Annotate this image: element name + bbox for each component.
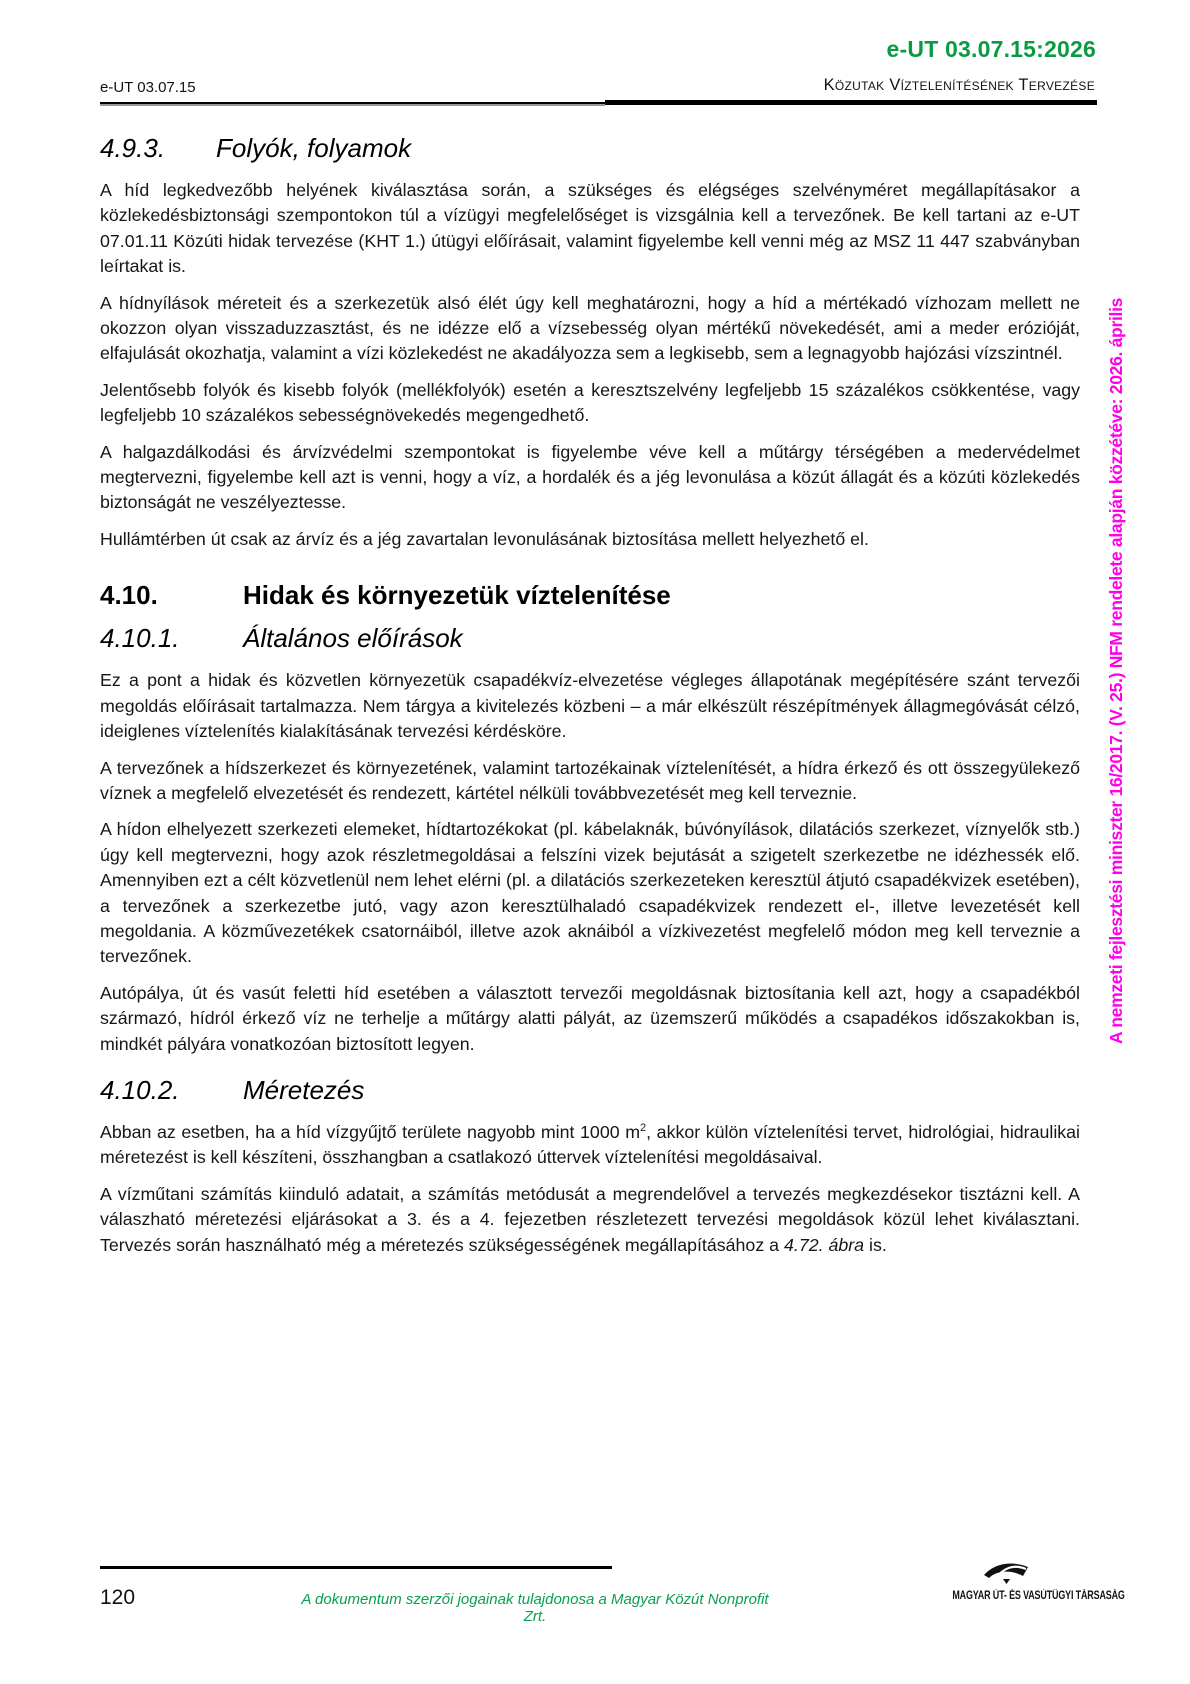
association-name: MAGYAR ÚT- ÉS VASÚTÜGYI TÁRSASÁG <box>952 1590 1125 1602</box>
paragraph: A hídon elhelyezett szerkezeti elemeket, hídtartozékokat (pl. kábelaknák, búvónyílások, dilatációs szerkezet, víznyelők stb.) úgy kell megtervezni, hogy azok részletmegoldásai a felszíni vizek bejutását a szigetelt szerkezetbe ne idézhessék elő. Amennyiben ezt a célt közvetlenül nem lehet elérni (pl. a dilatációs szerkezeteken keresztül átjutó csapadékvizek esetében), a tervezőnek a szerkezetbe jutó, vagy azon keresztülhaladó csapadékvizek rendezett el-, illetve levezetését kell megoldania. A közművezetékek csatornáiból, illetve azok aknáiból a vízkivezetést megfelelő módon meg kell terveznie a tervezőnek. <box>100 819 1080 967</box>
section-heading-4-10-2 <box>100 1075 1080 1106</box>
paragraph-text: Abban az esetben, ha a híd vízgyűjtő területe nagyobb mint 1000 m <box>100 1121 641 1142</box>
header-doc-title: Közutak Víztelenítésének Tervezése <box>823 76 1095 94</box>
paragraph <box>100 1182 1080 1258</box>
section-heading-4-10 <box>100 580 1080 611</box>
section-number: 4.10. <box>100 580 158 611</box>
section-title: Méretezés <box>243 1074 365 1105</box>
section-heading-4-9-3 <box>100 133 1080 164</box>
section-title: Hidak és környezetük víztelenítése <box>243 580 671 611</box>
document-body <box>100 127 1080 1269</box>
copyright-notice: A dokumentum szerzői jogainak tulajdonosa a Magyar Közút Nonprofit Zrt. <box>301 1591 769 1625</box>
paragraph: Autópálya, út és vasút feletti híd esetében a választott tervezői megoldásnak biztosítania kell azt, hogy a csapadékból származó, hídról érkező víz ne terhelje a műtárgy alatti pályát, az üzemszerű működés a csapadékos időszakokban is, mindkét pályára vonatkozóan biztosított legyen. <box>100 982 1080 1054</box>
section-title: Általános előírások <box>243 623 463 654</box>
doc-code-year-title: e-UT 03.07.15:2026 <box>886 36 1096 62</box>
header-rule-right <box>605 100 1097 105</box>
section-heading-4-10-1 <box>100 623 1080 654</box>
footer-rule <box>100 1566 612 1569</box>
paragraph: A híd legkedvezőbb helyének kiválasztása során, a szükséges és elégséges szelvényméret megállapításakor a közlekedésbiztonsági szempontokon túl a vízügyi megfelelőséget is vizsgálnia kell a tervezőnek. Be kell tartani az e-UT 07.01.11 Közúti hidak tervezése (KHT 1.) útügyi előírásait, valamint figyelembe kell venni még az MSZ 11 447 szabványban leírtakat is. <box>100 180 1080 277</box>
side-note-vertical: A nemzeti fejlesztési miniszter 16/2017. (V. 25.) NFM rendelete alapján közzétéve: 2026. április <box>1106 297 1126 1044</box>
association-logo <box>928 1562 1125 1604</box>
section-number: 4.10.2. <box>100 1074 180 1105</box>
figure-reference: 4.72. ábra <box>783 1234 865 1255</box>
paragraph: Hullámtérben út csak az árvíz és a jég zavartalan levonulásának biztosítása mellett helyezhető el. <box>100 528 869 549</box>
paragraph: A tervezőnek a hídszerkezet és környezetének, valamint tartozékainak víztelenítését, a hídra érkező és ott összegyülekező víznek a megfelelő elvezetését és rendezett, kártétel nélküli továbbvezetését meg kell terveznie. <box>100 757 1080 803</box>
section-title: Folyók, folyamok <box>216 133 412 163</box>
header-rule-left <box>100 102 605 106</box>
paragraph-text: A vízműtani számítás kiinduló adatait, a számítás metódusát a megrendelővel a tervezés megkezdésekor tisztázni kell. A válaszható méretezési eljárásokat a 3. és a 4. fejezetben részletezett tervezési megoldások közül lehet kiválasztani. Tervezés során használható még a méretezés szükségességének megállapításához a <box>100 1183 1080 1255</box>
paragraph-text: , akkor külön víztelenítési tervet, hidrológiai, hidraulikai méretezést is kell készíteni, összhangban a csatlakozó úttervek víztelenítési megoldásaival. <box>100 1121 1080 1168</box>
header-doc-code: e-UT 03.07.15 <box>100 79 196 96</box>
superscript-2: 2 <box>640 1122 647 1135</box>
section-number: 4.9.3. <box>100 133 166 163</box>
paragraph: A hídnyílások méreteit és a szerkezetük alsó élét úgy kell meghatározni, hogy a híd a mértékadó vízhozam mellett ne okozzon olyan visszaduzzasztást, és ne idézze elő a vízsebesség olyan mértékű növekedését, ami a meder erózióját, elfajulását okozhatja, valamint a vízi közlekedést ne akadályozza sem a legkisebb, sem a legnagyobb hajózási vízszintnél. <box>100 292 1080 364</box>
road-swoosh-icon <box>982 1562 1030 1585</box>
paragraph <box>100 1120 1080 1171</box>
paragraph-text: is. <box>864 1234 887 1255</box>
paragraph: Jelentősebb folyók és kisebb folyók (mellékfolyók) esetén a keresztszelvény legfeljebb 15 százalékos csökkentése, vagy legfeljebb 10 százalékos sebességnövekedés megengedhető. <box>100 379 1080 426</box>
section-number: 4.10.1. <box>100 623 180 654</box>
paragraph: Ez a pont a hidak és közvetlen környezetük csapadékvíz-elvezetése végleges állapotának megépítésére szánt tervezői megoldás előírásait tartalmazza. Nem tárgya a kivitelezés közbeni – a már elkészült részépítmények állagmegóvását célzó, ideiglenes víztelenítés kialakításának tervezési kérdésköre. <box>100 670 1080 742</box>
page-number: 120 <box>100 1586 136 1609</box>
paragraph: A halgazdálkodási és árvízvédelmi szempontokat is figyelembe véve kell a műtárgy térségében a medervédelmet megtervezni, figyelembe kell azt is venni, hogy a víz, a hordalék és a jég levonulása a közút állagát és a közúti közlekedés biztonságát ne veszélyeztesse. <box>100 441 1080 513</box>
